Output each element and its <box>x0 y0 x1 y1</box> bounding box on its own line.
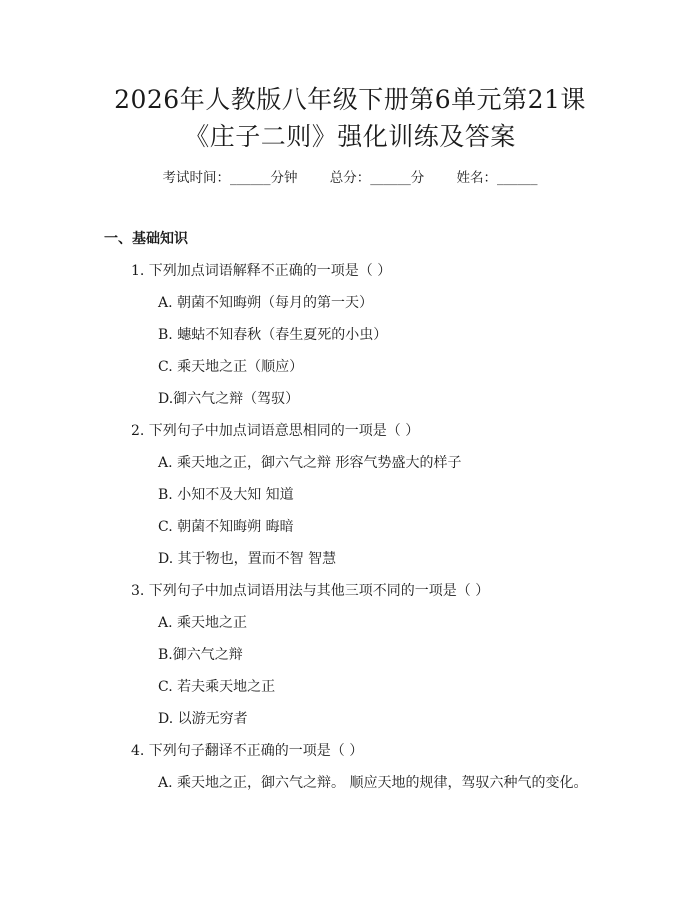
exam-meta <box>0 168 700 188</box>
question-1-option-c: C. 乘天地之正（顺应） <box>158 359 304 375</box>
question-2-stem: 2. 下列句子中加点词语意思相同的一项是（ ） <box>131 423 420 439</box>
question-1-option-b: B. 蟪蛄不知春秋（春生夏死的小虫） <box>158 327 388 343</box>
document-title-line2: 《庄子二则》强化训练及答案 <box>184 122 516 151</box>
question-1-option-a: A. 朝菌不知晦朔（每月的第一天） <box>158 295 374 311</box>
question-3-stem: 3. 下列句子中加点词语用法与其他三项不同的一项是（ ） <box>131 583 490 599</box>
question-4-stem: 4. 下列句子翻译不正确的一项是（ ） <box>131 743 364 759</box>
exam-time-field: 考试时间：______分钟 <box>162 170 298 186</box>
question-2-option-c: C. 朝菌不知晦朔 晦暗 <box>158 519 294 535</box>
student-name-field: 姓名：______ <box>456 170 538 186</box>
question-1-option-d: D.御六气之辩（驾驭） <box>158 391 300 407</box>
question-2-option-a: A. 乘天地之正，御六气之辩 形容气势盛大的样子 <box>158 455 462 471</box>
question-3-option-b: B.御六气之辩 <box>158 647 243 663</box>
question-3-option-a: A. 乘天地之正 <box>158 615 248 631</box>
total-score-field: 总分：______分 <box>329 170 425 186</box>
section-heading: 一、基础知识 <box>104 231 188 247</box>
question-3-option-c: C. 若夫乘天地之正 <box>158 679 276 695</box>
question-2-option-b: B. 小知不及大知 知道 <box>158 487 294 503</box>
question-2-option-d: D. 其于物也，置而不智 智慧 <box>158 551 337 567</box>
question-3-option-d: D. 以游无穷者 <box>158 711 248 727</box>
document-title-line1: 2026年人教版八年级下册第6单元第21课 <box>114 85 586 114</box>
question-1-stem: 1. 下列加点词语解释不正确的一项是（ ） <box>131 263 392 279</box>
question-4-option-a: A. 乘天地之正，御六气之辩。 顺应天地的规律，驾驭六种气的变化。 <box>158 775 588 791</box>
